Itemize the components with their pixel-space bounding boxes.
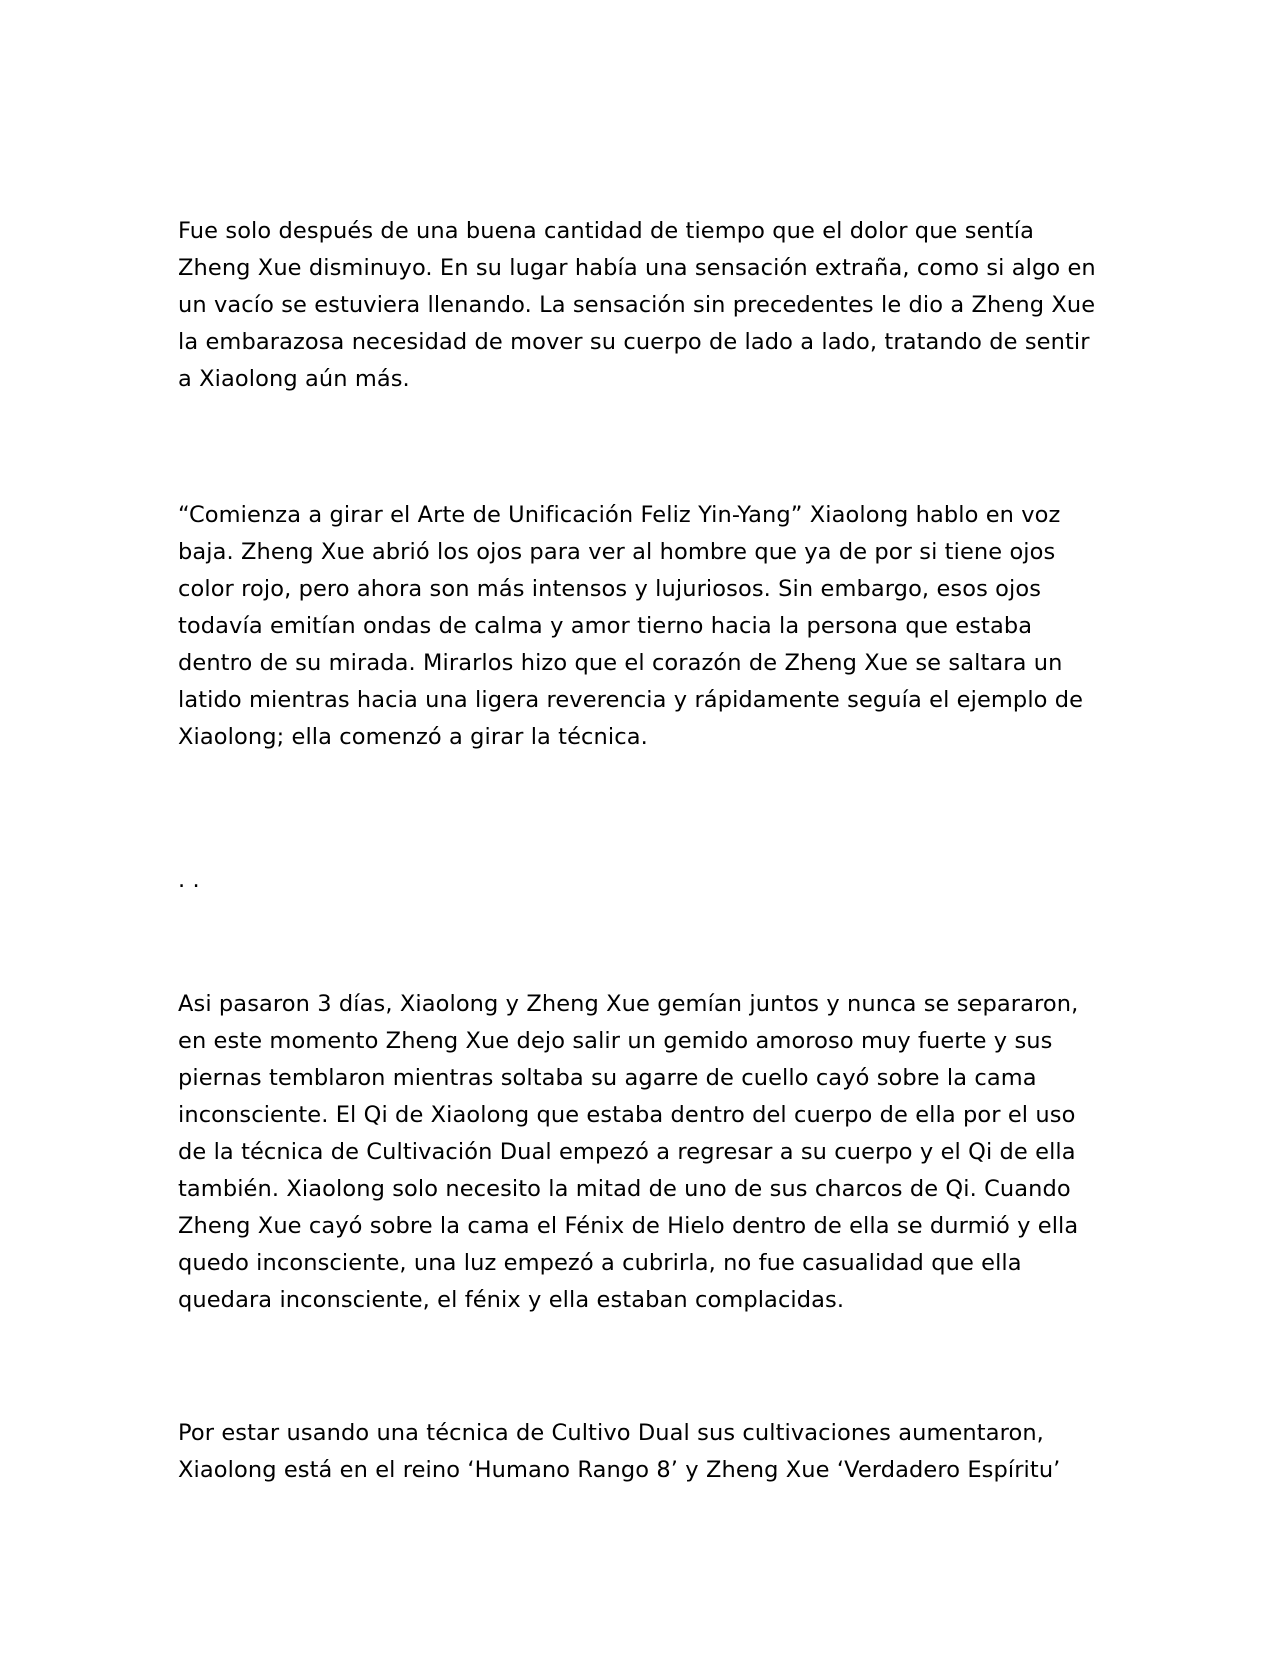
paragraph-1: Fue solo después de una buena cantidad de tiempo que el dolor que sentía Zheng Xue disminuyo. En su lugar había una sensación extraña, como si algo en un vacío se estuviera llenando. La sensación sin precedentes le dio a Zheng Xue la embarazosa necesidad de mover su cuerpo de lado a lado, tratando de sentir a Xiaolong aún más.: [178, 218, 1096, 392]
paragraph-3: Asi pasaron 3 días, Xiaolong y Zheng Xue gemían juntos y nunca se separaron, en este momento Zheng Xue dejo salir un gemido amoroso muy fuerte y sus piernas temblaron mientras soltaba su agarre de cuello cayó sobre la cama inconsciente. El Qi de Xiaolong que estaba dentro del cuerpo de ella por el uso de la técnica de Cultivación Dual empezó a regresar a su cuerpo y el Qi de ella también. Xiaolong solo necesito la mitad de uno de sus charcos de Qi. Cuando Zheng Xue cayó sobre la cama el Fénix de Hielo dentro de ella se durmió y ella quedo inconsciente, una luz empezó a cubrirla, no fue casualidad que ella quedara inconsciente, el fénix y ella estaban complacidas.: [178, 991, 1079, 1313]
scene-break: . .: [178, 867, 200, 893]
paragraph-4: Por estar usando una técnica de Cultivo Dual sus cultivaciones aumentaron, Xiaolong está en el reino ‘Humano Rango 8’ y Zheng Xue ‘Verdadero Espíritu’: [178, 1420, 1061, 1483]
paragraph-2: “Comienza a girar el Arte de Unificación Feliz Yin-Yang” Xiaolong hablo en voz baja. Zheng Xue abrió los ojos para ver al hombre que ya de por si tiene ojos color rojo, pero ahora son más intensos y lujuriosos. Sin embargo, esos ojos todavía emitían ondas de calma y amor tierno hacia la persona que estaba dentro de su mirada. Mirarlos hizo que el corazón de Zheng Xue se saltara un latido mientras hacia una ligera reverencia y rápidamente seguía el ejemplo de Xiaolong; ella comenzó a girar la técnica.: [178, 502, 1084, 750]
